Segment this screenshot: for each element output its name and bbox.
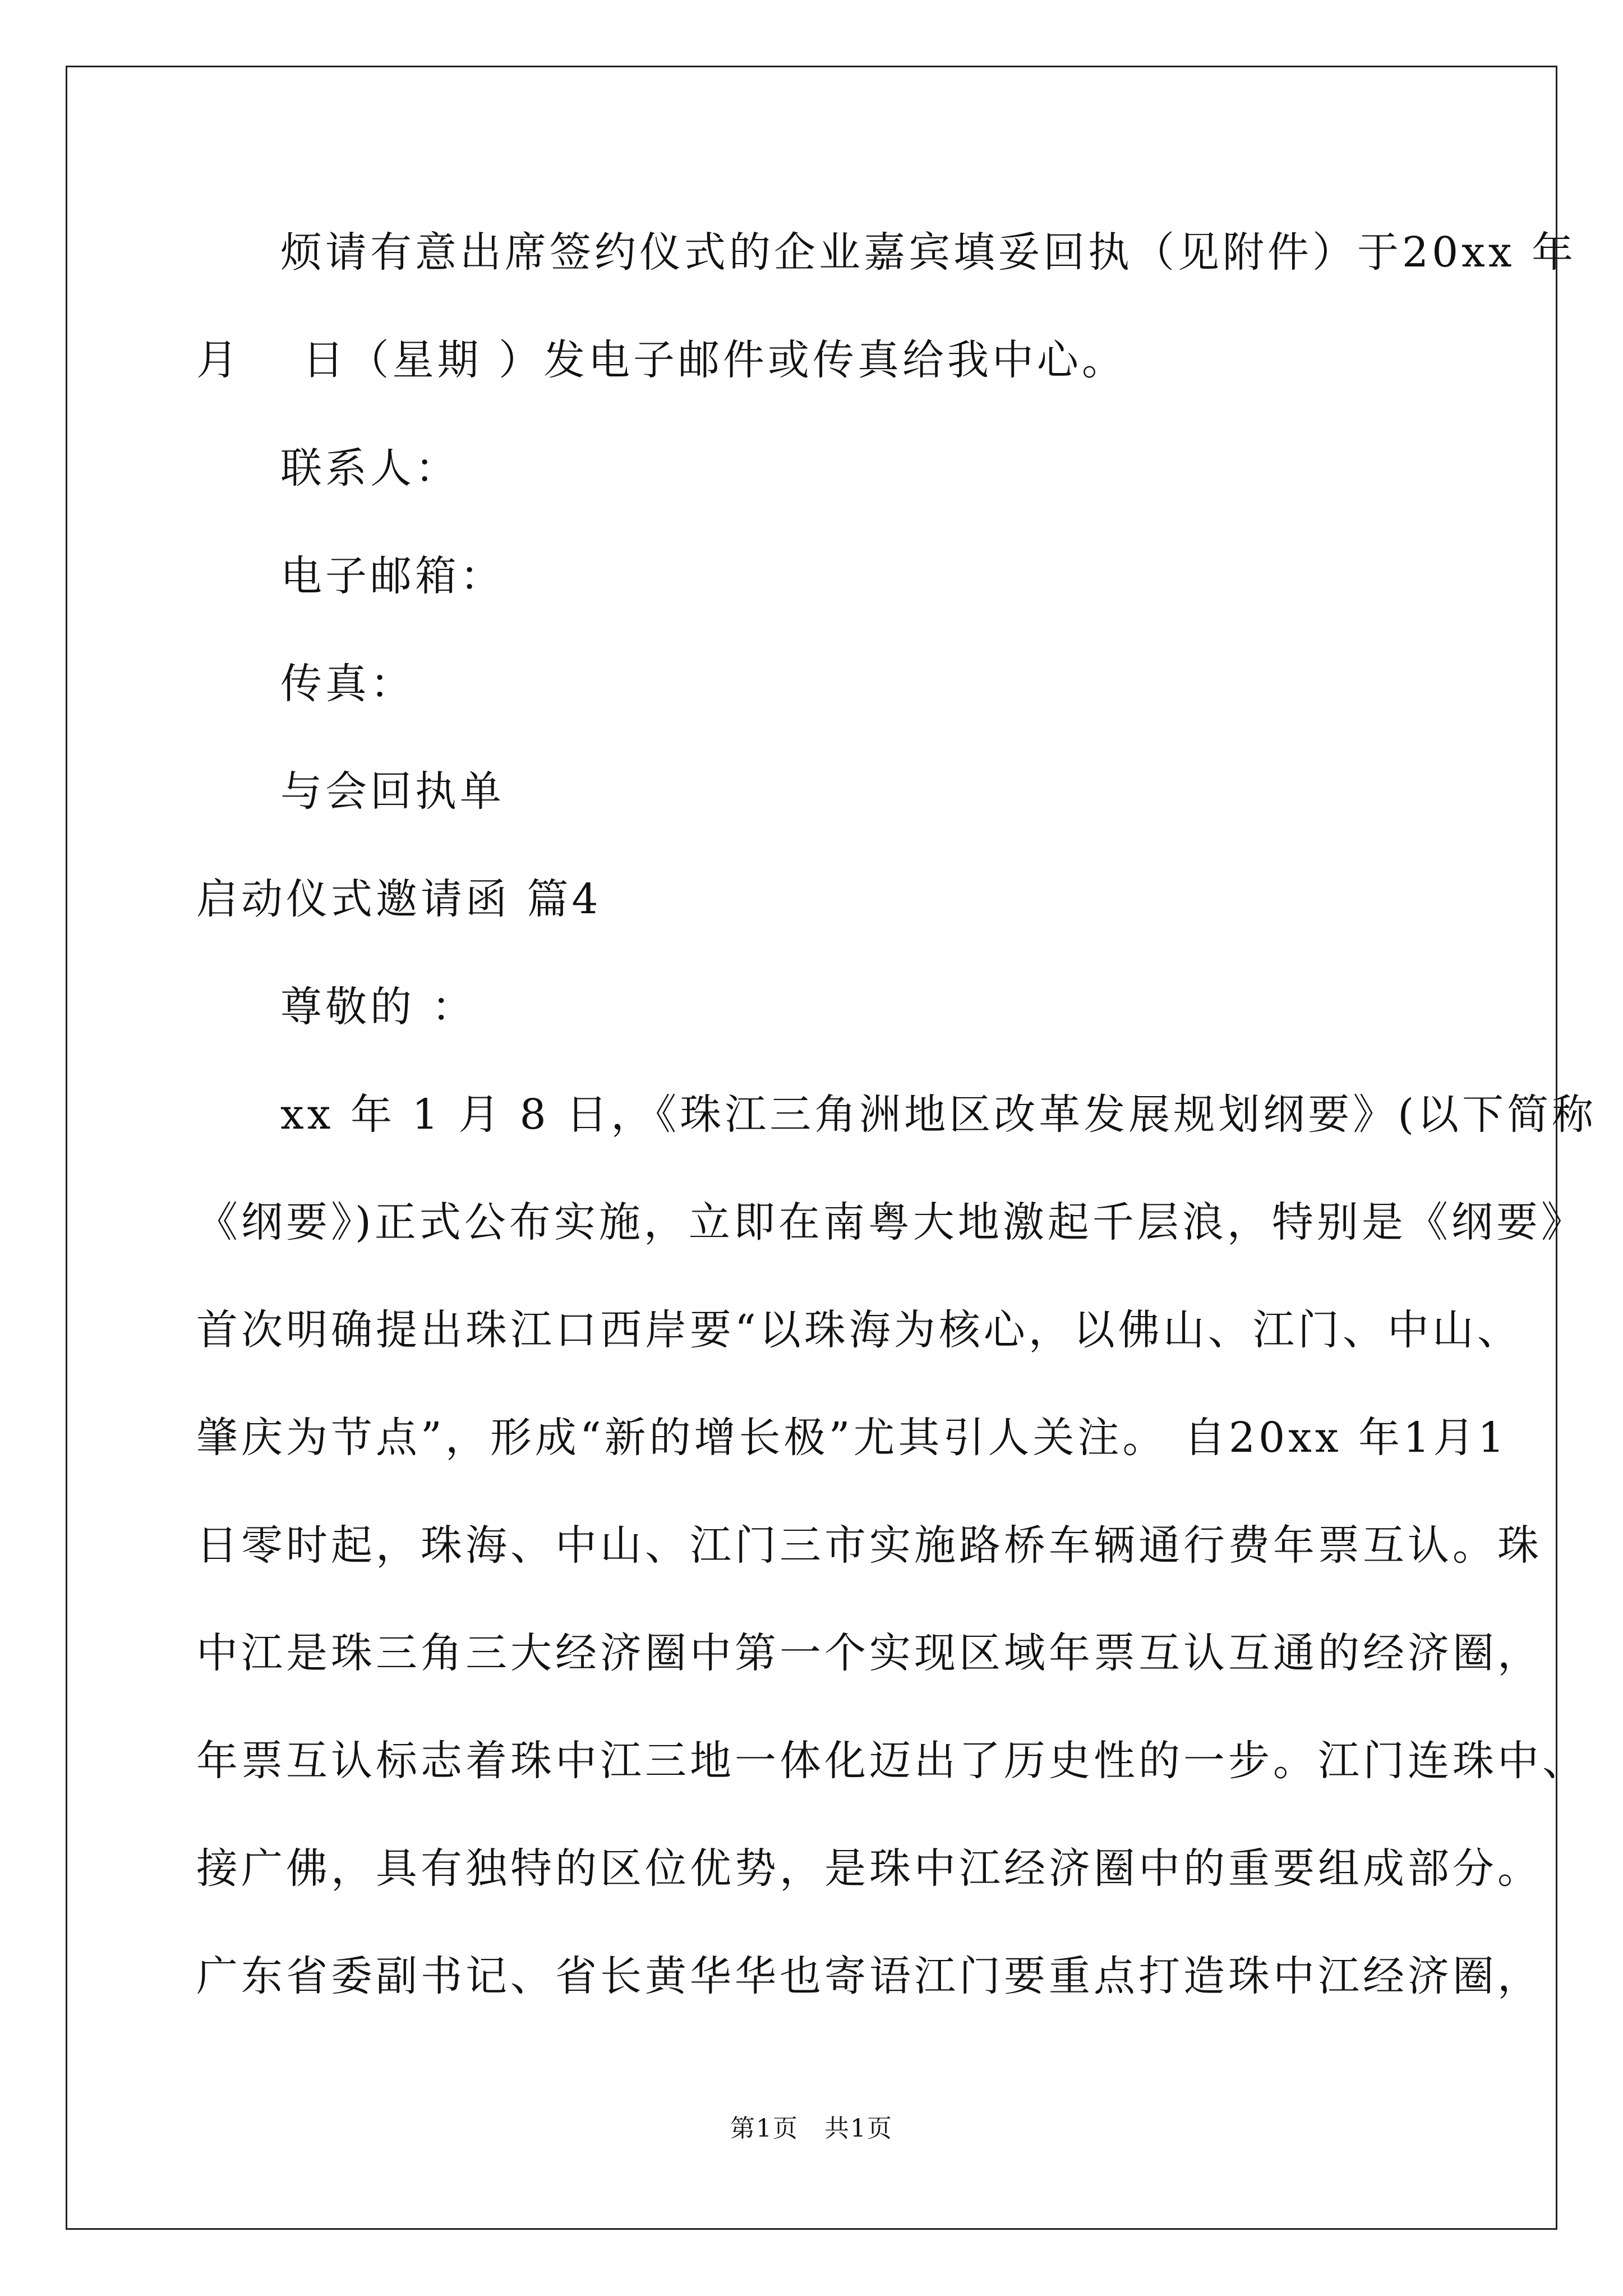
body-line-1: xx 年 1 月 8 日，《珠江三角洲地区改革发展规划纲要》(以下简称 — [280, 1091, 1597, 1139]
body-line-5: 日零时起，珠海、中山、江门三市实施路桥车辆通行费年票互认。珠 — [196, 1521, 1542, 1570]
body-line-8: 接广佛，具有独特的区位优势，是珠中江经济圈中的重要组成部分。 — [196, 1844, 1542, 1893]
body-line-4: 肇庆为节点”，形成“新的增长极”尤其引人关注。 自20xx 年1月1 — [196, 1414, 1508, 1462]
reply-form-title: 与会回执单 — [280, 767, 505, 816]
body-line-3: 首次明确提出珠江口西岸要“以珠海为核心，以佛山、江门、中山、 — [196, 1306, 1522, 1354]
body-line-9: 广东省委副书记、省长黄华华也寄语江门要重点打造珠中江经济圈， — [196, 1952, 1542, 2000]
fax-label: 传真： — [280, 660, 415, 708]
paragraph-line-2: 月 日（星期 ）发电子邮件或传真给我中心。 — [196, 336, 1127, 384]
body-line-2: 《纲要》)正式公布实施，立即在南粤大地激起千层浪，特别是《纲要》 — [196, 1198, 1586, 1246]
page-number-footer: 第1页 共1页 — [730, 2114, 893, 2143]
email-label: 电子邮箱： — [280, 552, 505, 600]
paragraph-line-1: 烦请有意出席签约仪式的企业嘉宾填妥回执（见附件）于20xx 年 — [280, 228, 1577, 277]
page-border — [66, 66, 1557, 2230]
salutation: 尊敬的 ： — [280, 983, 477, 1031]
body-line-6: 中江是珠三角三大经济圈中第一个实现区域年票互认互通的经济圈， — [196, 1629, 1542, 1677]
body-line-7: 年票互认标志着珠中江三地一体化迈出了历史性的一步。江门连珠中、 — [196, 1737, 1587, 1785]
contact-label: 联系人： — [280, 444, 460, 493]
section-heading: 启动仪式邀请函 篇4 — [196, 875, 602, 923]
